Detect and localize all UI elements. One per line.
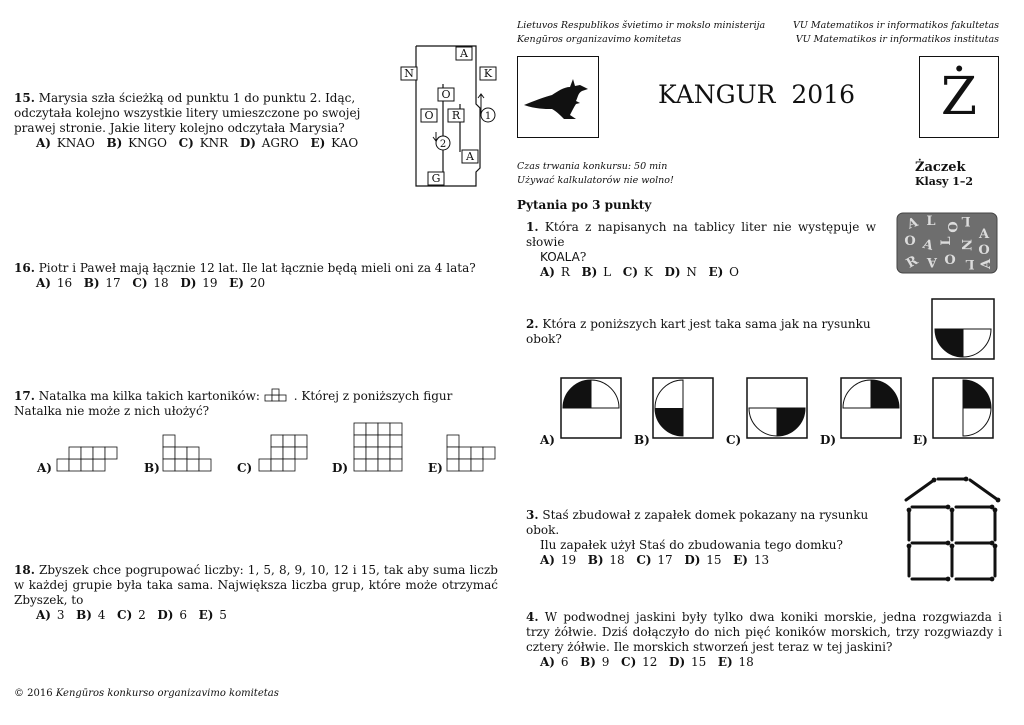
kangaroo-logo-box: [517, 56, 599, 138]
question-number: 1.: [526, 220, 539, 234]
question-text: W podwodnej jaskini były tylko dwa koniki morskie, jedna rozgwiazda i trzy żółwie. Dziś dołączyło do nich pięć koników morskich, trzy rozgwiazdy i cztery żółwie. Ile morskich stworzeń jest teraz w tej jaskini?: [526, 610, 1002, 654]
option-value: 9: [601, 655, 610, 669]
option-value: 15: [706, 553, 722, 567]
option-value: K: [643, 265, 653, 279]
matchstick-house: [900, 470, 1004, 586]
board-letter: A: [921, 236, 935, 255]
header-right-line2: VU Matematikos ir informatikos institutas: [795, 34, 999, 45]
level-info: [915, 160, 973, 188]
option-label: B): [587, 553, 604, 567]
answer-options: [526, 265, 876, 280]
figure-label-c: C): [237, 461, 253, 475]
footer-copyright: © 2016: [14, 688, 53, 699]
option-value: 5: [219, 608, 227, 622]
question-text: Piotr i Paweł mają łącznie 12 lat. Ile lat łącznie będą mieli oni za 4 lata?: [38, 261, 476, 275]
card-label-e: E): [913, 433, 928, 447]
option-label: A): [540, 265, 555, 279]
card-label-c: C): [726, 433, 742, 447]
kangaroo-icon: [518, 57, 598, 137]
option-label: A): [36, 136, 51, 150]
calc-line: Używać kalkulatorów nie wolno!: [517, 175, 674, 186]
board-letter: L: [926, 214, 936, 229]
option-value: N: [686, 265, 697, 279]
question-text-a: Która z napisanych na tablicy liter nie występuje w słowie: [526, 220, 876, 249]
card-e: [932, 377, 994, 439]
question-15: [14, 91, 384, 151]
answer-options: [526, 655, 1002, 670]
option-value: 16: [56, 276, 73, 290]
option-label: E): [198, 608, 214, 622]
question-18: [14, 563, 498, 623]
fig-letter: N: [404, 67, 414, 80]
board-letter: R: [903, 253, 921, 272]
option-label: C): [636, 553, 652, 567]
option-label: C): [178, 136, 194, 150]
option-value: 20: [249, 276, 266, 290]
option-label: A): [36, 608, 51, 622]
question-text-a: Staś zbudował z zapałek domek pokazany na rysunku obok.: [526, 508, 869, 537]
header-left: [517, 19, 765, 47]
level-name: Żaczek: [915, 160, 966, 175]
option-value: 18: [738, 655, 754, 669]
header-left-line1: Lietuvos Respublikos švietimo ir mokslo ministerija: [517, 20, 766, 31]
option-label: B): [581, 265, 598, 279]
fig-letter: A: [460, 47, 468, 60]
option-value: 17: [105, 276, 121, 290]
option-label: A): [36, 276, 51, 290]
level-letter: Ż: [940, 67, 978, 127]
fig-letter: G: [431, 172, 441, 185]
board-letter: L: [939, 236, 954, 246]
option-value: 6: [179, 608, 187, 622]
letter-board: [896, 212, 998, 274]
option-label: D): [180, 276, 197, 290]
section-title: Pytania po 3 punkty: [517, 198, 652, 212]
fig-letter: K: [483, 67, 493, 80]
option-label: C): [117, 608, 133, 622]
question-text-b: ?: [579, 250, 587, 264]
option-value: KNR: [199, 136, 229, 150]
figure-label-b: B): [144, 461, 160, 475]
tile-shape-figure: [264, 388, 294, 402]
question-number: 4.: [526, 610, 539, 624]
exam-info: [517, 160, 674, 188]
board-letter: N: [958, 239, 973, 251]
option-value: 18: [609, 553, 625, 567]
question-line-2: [526, 250, 876, 265]
option-value: O: [729, 265, 740, 279]
card-a: [560, 377, 622, 439]
card-label-a: A): [540, 433, 555, 447]
question-text-a: Natalka ma kilka takich kartoników:: [38, 389, 260, 403]
question-4: [526, 610, 1002, 670]
card-c: [746, 377, 808, 439]
figure-e: [446, 434, 498, 472]
question-2: [526, 317, 906, 347]
card-b: [652, 377, 714, 439]
board-letter: L: [965, 256, 975, 271]
option-value: 18: [153, 276, 169, 290]
card-label-d: D): [820, 433, 837, 447]
card-label-b: B): [634, 433, 650, 447]
board-letter: A: [926, 254, 938, 269]
question-number: 15.: [14, 91, 35, 105]
board-letter: O: [944, 221, 959, 233]
question-text-b: . Której z poniższych figur Natalka nie może z nich ułożyć?: [14, 389, 453, 418]
option-label: D): [157, 608, 174, 622]
question-text: Która z poniższych kart jest taka sama jak na rysunku obok?: [526, 317, 871, 346]
option-label: E): [717, 655, 733, 669]
answer-options: [526, 553, 886, 568]
option-label: E): [733, 553, 748, 567]
option-value: KNAO: [56, 136, 95, 150]
option-value: 19: [560, 553, 577, 567]
koala-word: KOALA: [540, 250, 580, 264]
answer-options: [14, 136, 384, 151]
question-text: Marysia szła ścieżką od punktu 1 do punktu 2. Idąc, odczytała kolejno wszystkie litery umieszczone po swojej prawej stronie. Jakie litery kolejno odczytała Marysia?: [14, 91, 361, 135]
option-label: A): [540, 655, 555, 669]
option-label: D): [664, 265, 681, 279]
option-label: D): [684, 553, 701, 567]
point-label: 1: [484, 111, 492, 122]
option-value: 12: [642, 655, 658, 669]
option-label: A): [540, 553, 555, 567]
option-label: C): [622, 265, 639, 279]
answer-options: [14, 608, 498, 623]
board-letter: O: [978, 243, 990, 258]
figure-a: [56, 446, 120, 472]
option-label: B): [83, 276, 100, 290]
question-number: 2.: [526, 317, 539, 331]
board-letter: L: [961, 213, 971, 228]
footer-text: Kengūros konkurso organizavimo komitetas: [55, 688, 279, 699]
option-label: B): [580, 655, 596, 669]
option-value: 17: [657, 553, 673, 567]
board-letter: O: [944, 253, 956, 268]
figure-label-d: D): [332, 461, 349, 475]
question-3: [526, 508, 886, 568]
option-value: KNGO: [128, 136, 167, 150]
reference-card: [931, 298, 995, 360]
board-letter: A: [978, 227, 990, 242]
figure-label-a: A): [37, 461, 52, 475]
question-text-b: Ilu zapałek użył Staś do zbudowania tego domku?: [540, 538, 843, 552]
figure-c: [258, 434, 310, 472]
figure-d: [353, 422, 405, 472]
time-line: Czas trwania konkursu: 50 min: [517, 161, 668, 172]
question-16: [14, 261, 494, 291]
option-label: D): [669, 655, 686, 669]
board-letter: A: [979, 258, 994, 270]
card-d: [840, 377, 902, 439]
question-number: 16.: [14, 261, 35, 275]
question-17: [14, 388, 498, 419]
answer-options: [14, 276, 494, 291]
option-value: KAO: [331, 136, 359, 150]
fig-letter: A: [466, 150, 474, 163]
figure-label-e: E): [428, 461, 443, 475]
question-number: 3.: [526, 508, 539, 522]
classes: Klasy 1–2: [915, 175, 974, 188]
option-value: 2: [138, 608, 146, 622]
question-number: 18.: [14, 563, 35, 577]
board-letter: O: [904, 234, 916, 249]
option-label: E): [229, 276, 244, 290]
option-value: 3: [56, 608, 65, 622]
header-right: [793, 19, 999, 47]
board-letter: A: [905, 214, 921, 233]
option-value: L: [603, 265, 612, 279]
fig-letter: O: [424, 109, 434, 122]
header-right-line1: VU Matematikos ir informatikos fakultetas: [793, 20, 999, 31]
question-number: 17.: [14, 389, 35, 403]
option-label: B): [106, 136, 123, 150]
header-left-line2: Kengūros organizavimo komitetas: [517, 34, 682, 45]
footer: [14, 688, 279, 699]
question-1: [526, 220, 876, 280]
question-text: Zbyszek chce pogrupować liczby: 1, 5, 8, 9, 10, 12 i 15, tak aby suma liczb w każdej grupie była taka sama. Największa liczba grup, które może otrzymać Zbyszek, to: [14, 563, 498, 607]
fig-letter: R: [451, 109, 461, 122]
option-label: B): [76, 608, 92, 622]
option-value: 4: [97, 608, 106, 622]
fig-letter: O: [441, 88, 451, 101]
page-title: KANGUR 2016: [658, 80, 855, 109]
option-label: E): [310, 136, 326, 150]
option-label: D): [239, 136, 256, 150]
figure-b: [162, 434, 214, 472]
q15-path-figure: [398, 44, 500, 188]
option-value: 15: [690, 655, 707, 669]
point-label: 2: [439, 139, 447, 150]
option-label: E): [708, 265, 724, 279]
option-value: AGRO: [261, 136, 299, 150]
option-label: C): [621, 655, 637, 669]
option-value: 13: [753, 553, 770, 567]
level-box: [919, 56, 999, 138]
option-value: 19: [202, 276, 218, 290]
option-label: C): [132, 276, 148, 290]
option-value: 6: [560, 655, 569, 669]
option-value: R: [560, 265, 570, 279]
